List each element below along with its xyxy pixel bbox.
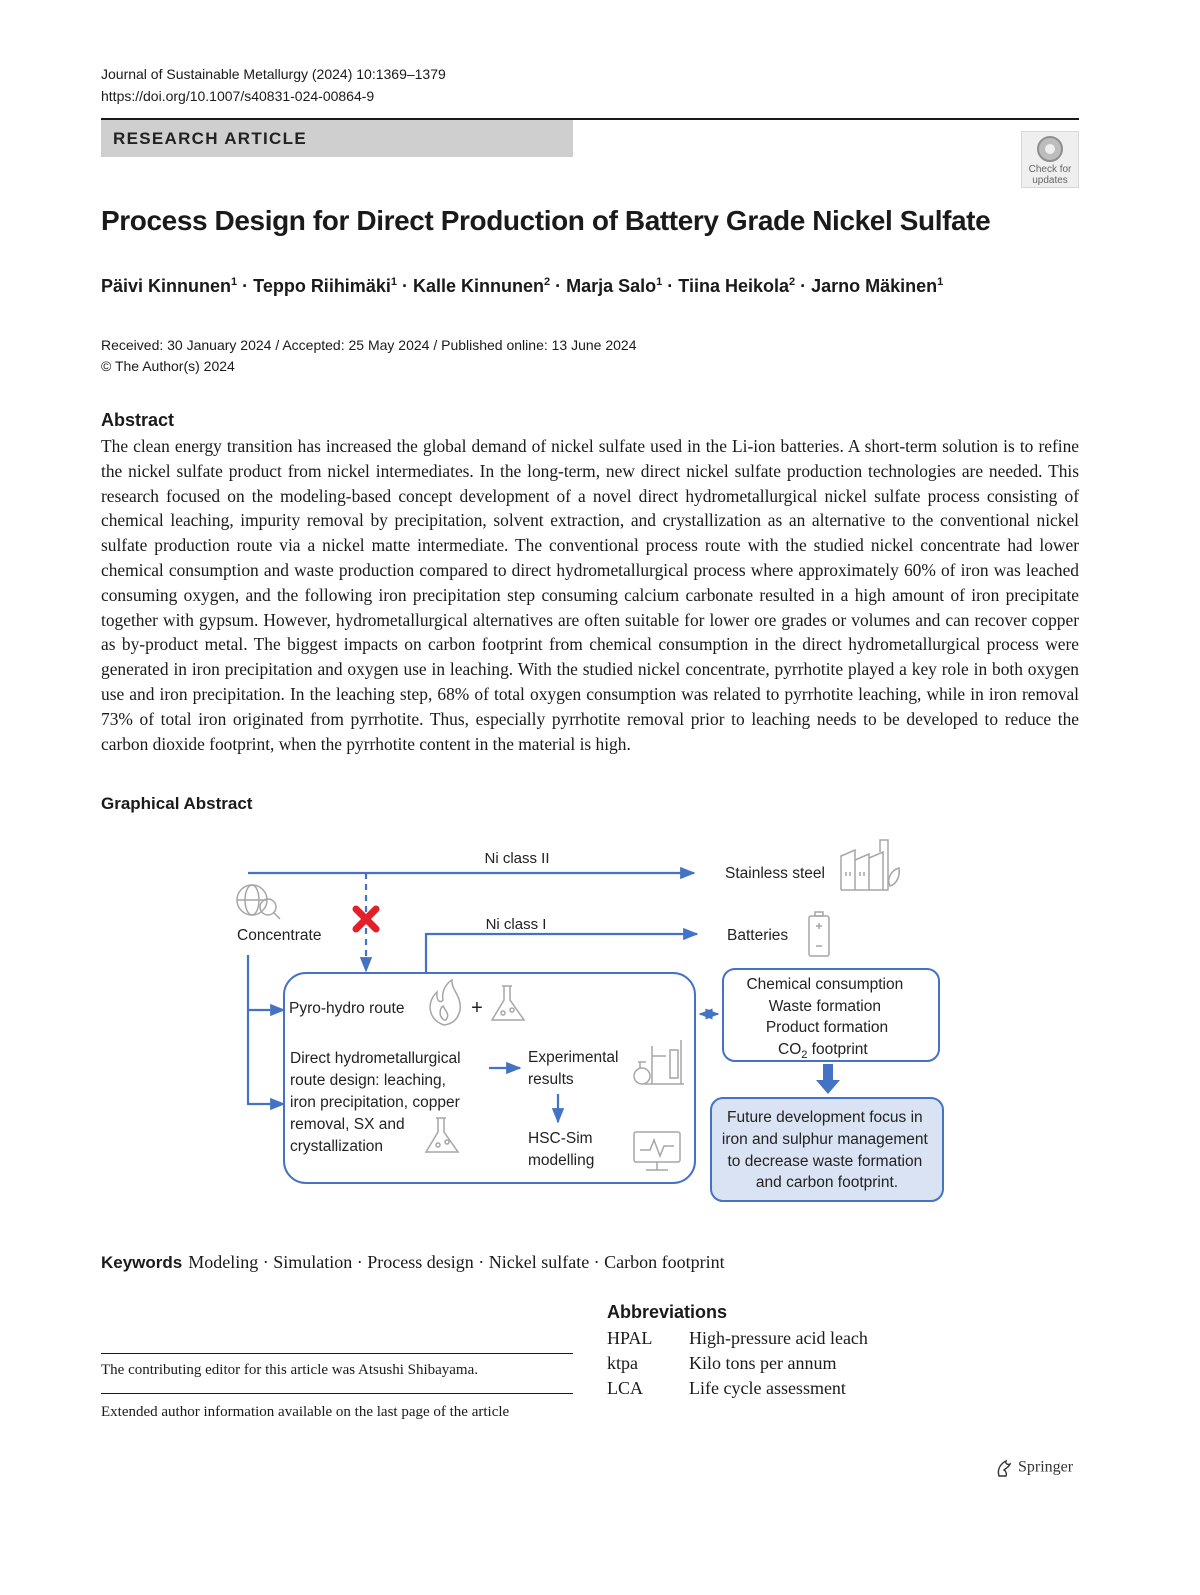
computer-monitor-icon xyxy=(634,1132,680,1170)
batteries-label: Batteries xyxy=(727,927,789,944)
author-separator: · xyxy=(396,276,413,296)
direct-route-line: crystallization xyxy=(290,1138,384,1155)
abbreviation-row xyxy=(607,1326,868,1351)
abstract-body: The clean energy transition has increased the global demand of nickel sulfate used in the Li-ion batteries. A short-term solution is to refine the nickel sulfate product from nickel intermediates. In the long-term, new direct nickel sulfate production technologies are needed. This research focused on the modeling-based concept development of a novel direct hydrometallurgical nickel sulfate process consisting of chemical leaching, impurity removal by precipitation, solvent extraction, and crystallization as an alternative to the conventional nickel sulfate production route via a nickel matte intermediate. The conventional process route with the studied nickel concentrate had lower chemical consumption and waste production compared to direct hydrometallurgical process where approximately 60% of iron was leached consuming oxygen, and the following iron precipitation step consuming calcium carbonate resulted in a high amount of iron precipitate together with gypsum. However, hydrometallurgical alternatives are often suitable for lower ore grades or volumes and can recover copper as by-product metal. The biggest impacts on carbon footprint from chemical consumption in the direct hydrometallurgical process were generated in iron precipitation and oxygen use in leaching. With the studied nickel concentrate, pyrrhotite played a key role in both oxygen use and iron precipitation. In the leaching step, 68% of total oxygen consumption was related to pyrrhotite leaching, while in iron removal 73% of total iron originated from pyrrhotite. Thus, especially pyrrhotite removal prior to leaching needs to be developed to reduce the carbon dioxide footprint, when the pyrrhotite content in the material is high. xyxy=(101,436,1079,754)
check-updates-label: Check for updates xyxy=(1028,164,1072,186)
author-separator: · xyxy=(795,276,812,296)
article-type-band xyxy=(101,120,573,157)
stainless-steel-label: Stainless steel xyxy=(725,865,825,882)
ni-class-2-label: Ni class II xyxy=(484,850,550,867)
author-affiliation-marker: 1 xyxy=(937,276,944,288)
down-arrow xyxy=(816,1064,840,1094)
lab-equipment-icon xyxy=(634,1040,684,1084)
direct-route-line: removal, SX and xyxy=(290,1116,405,1133)
hsc-line: HSC-Sim xyxy=(528,1130,593,1147)
graphical-abstract-heading: Graphical Abstract xyxy=(101,794,253,813)
flask-icon xyxy=(492,986,524,1020)
publication-dates: Received: 30 January 2024 / Accepted: 25 May 2024 / Published online: 13 June 2024 xyxy=(101,337,637,353)
experimental-text xyxy=(528,1049,623,1088)
author-affiliation-marker: 2 xyxy=(543,276,551,288)
author-name[interactable]: Kalle Kinnunen xyxy=(412,276,544,296)
author-list xyxy=(101,276,943,297)
ni-class-1-label: Ni class I xyxy=(485,916,547,933)
article-type-label: RESEARCH ARTICLE xyxy=(113,129,307,148)
direct-route-line: route design: leaching, xyxy=(290,1072,446,1089)
abbreviation-term: ktpa xyxy=(607,1353,638,1373)
abbreviation-definition: High-pressure acid leach xyxy=(689,1328,868,1348)
direct-route-text xyxy=(290,1050,465,1155)
future-line: and carbon footprint. xyxy=(755,1174,899,1191)
abbreviation-row xyxy=(607,1376,868,1401)
plus-sign: + xyxy=(471,997,483,1019)
check-updates-icon xyxy=(1037,136,1063,162)
battery-icon xyxy=(809,912,829,956)
author-separator: · xyxy=(550,276,567,296)
factory-icon xyxy=(841,840,899,890)
concentrate-label: Concentrate xyxy=(237,927,322,944)
flask-icon-2 xyxy=(426,1118,458,1152)
keywords-list: Modeling · Simulation · Process design · Nickel sulfate · Carbon footprint xyxy=(188,1252,725,1272)
article-title: Process Design for Direct Production of Battery Grade Nickel Sulfate xyxy=(101,205,991,236)
author-affiliation-marker: 1 xyxy=(231,276,238,288)
author-name[interactable]: Jarno Mäkinen xyxy=(811,276,938,296)
impact-line: Waste formation xyxy=(768,998,881,1015)
check-for-updates-badge[interactable] xyxy=(1021,131,1079,188)
footnote-rule xyxy=(101,1393,573,1394)
keywords-label: Keywords xyxy=(101,1253,183,1272)
footnote-rule xyxy=(101,1353,573,1354)
future-line: to decrease waste formation xyxy=(727,1153,923,1170)
future-line: iron and sulphur management xyxy=(721,1131,928,1148)
abbreviations-heading: Abbreviations xyxy=(607,1302,728,1322)
direct-route-line: Direct hydrometallurgical xyxy=(290,1050,461,1067)
publisher-name: Springer xyxy=(1018,1458,1074,1476)
doi-link[interactable]: https://doi.org/10.1007/s40831-024-00864-9 xyxy=(101,88,375,104)
abbreviation-term: HPAL xyxy=(607,1328,653,1348)
hsc-text xyxy=(528,1130,597,1169)
impact-line: Product formation xyxy=(765,1019,889,1036)
abbreviations-list xyxy=(607,1326,868,1401)
abbreviation-definition: Life cycle assessment xyxy=(689,1378,846,1398)
author-name[interactable]: Teppo Riihimäki xyxy=(253,276,391,296)
globe-search-icon xyxy=(237,885,280,919)
co2-footprint-line: $CO_2$ footprint xyxy=(778,1041,868,1061)
author-affiliation-marker: 1 xyxy=(656,276,663,288)
author-name[interactable]: Marja Salo xyxy=(566,276,657,296)
copyright-notice: © The Author(s) 2024 xyxy=(101,358,235,374)
graphical-abstract-diagram xyxy=(200,830,960,1220)
author-info-footnote: Extended author information available on the last page of the article xyxy=(101,1404,510,1420)
impact-line: Chemical consumption xyxy=(746,976,904,993)
author-separator: · xyxy=(662,276,679,296)
abbreviation-row xyxy=(607,1351,868,1376)
author-affiliation-marker: 1 xyxy=(390,276,397,288)
journal-citation: Journal of Sustainable Metallurgy (2024) 10:1369–1379 xyxy=(101,66,446,82)
editor-footnote: The contributing editor for this article was Atsushi Shibayama. xyxy=(101,1362,479,1378)
author-affiliation-marker: 2 xyxy=(789,276,796,288)
keywords xyxy=(101,1252,725,1273)
hsc-line: modelling xyxy=(528,1152,595,1169)
future-line: Future development focus in xyxy=(727,1109,923,1126)
experimental-line: Experimental xyxy=(528,1049,619,1066)
abstract-heading: Abstract xyxy=(101,410,175,430)
springer-horse-icon xyxy=(994,1458,1014,1478)
direct-route-line: iron precipitation, copper xyxy=(290,1094,460,1111)
author-name[interactable]: Tiina Heikola xyxy=(678,276,789,296)
experimental-line: results xyxy=(528,1071,574,1088)
flame-icon xyxy=(430,980,460,1025)
impacts-text xyxy=(746,976,907,1036)
ni-class-1-arrow xyxy=(426,934,697,973)
abbreviation-term: LCA xyxy=(607,1378,643,1398)
author-separator: · xyxy=(237,276,254,296)
publisher-logo xyxy=(994,1458,1073,1478)
pyro-hydro-label: Pyro-hydro route xyxy=(289,1000,405,1017)
abbreviation-definition: Kilo tons per annum xyxy=(689,1353,837,1373)
author-name[interactable]: Päivi Kinnunen xyxy=(101,276,232,296)
